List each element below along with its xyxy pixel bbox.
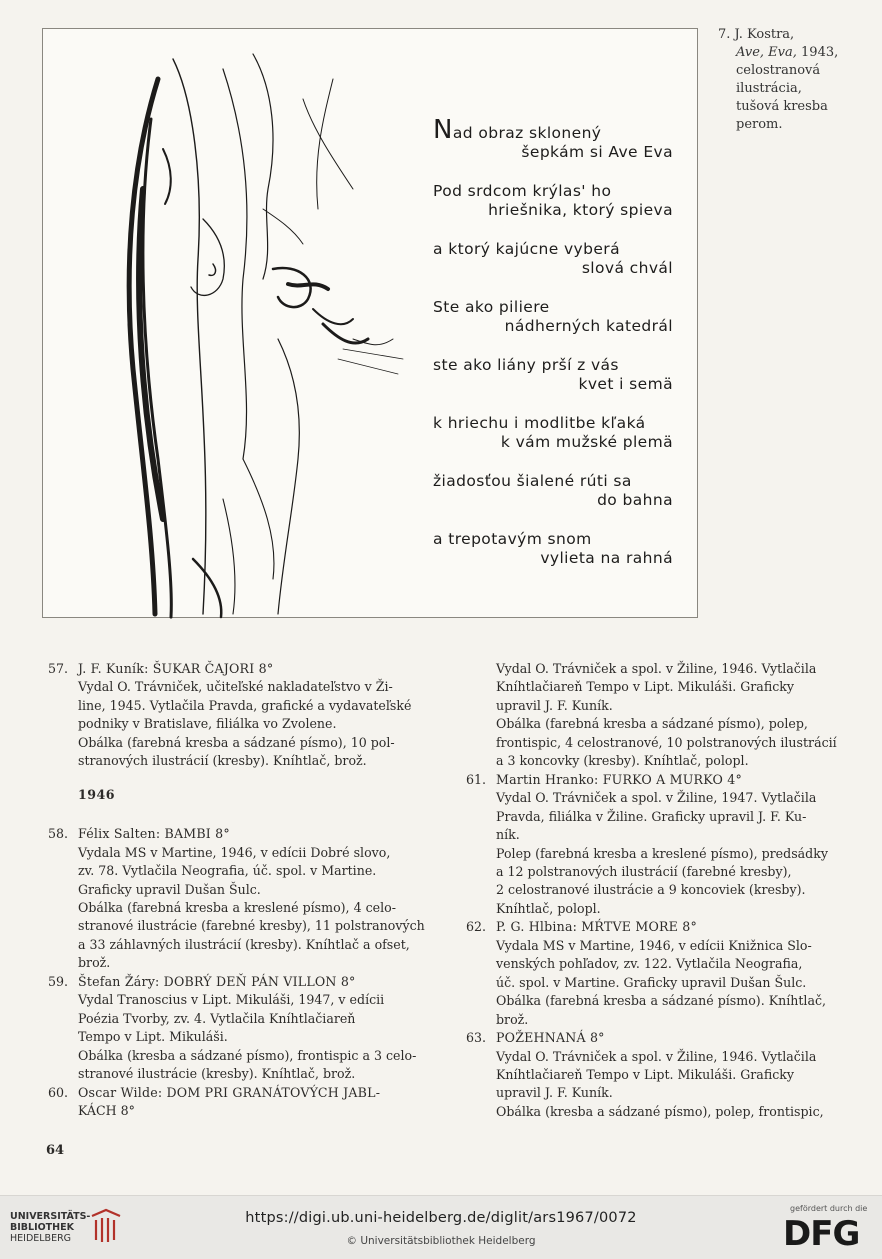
page-number: 64 <box>46 1143 65 1158</box>
entry-line: zv. 78. Vytlačila Neografia, úč. spol. v Martine. <box>78 863 377 879</box>
entry-line: line, 1945. Vytlačila Pravda, grafické a vydavateľské <box>78 697 412 713</box>
entry-line: Obálka (farebná kresba a sádzané písmo), 10 pol- <box>78 734 395 750</box>
entry-line: Polep (farebná kresba a kreslené písmo), predsádky <box>496 845 828 861</box>
caption-line: perom. <box>736 117 783 132</box>
catalog-entry-60 <box>48 1084 440 1121</box>
caption-title: Ave, Eva, <box>736 45 797 60</box>
poem-stanza <box>433 472 673 510</box>
catalog-entry-63 <box>466 1029 858 1121</box>
poem-stanza <box>433 115 673 162</box>
catalog-entry-58 <box>48 825 440 973</box>
copyright-notice: © Universitätsbibliothek Heidelberg <box>346 1235 536 1247</box>
poem-line: a ktorý kajúcne vyberá <box>433 240 620 258</box>
poem-ave-eva <box>433 115 673 588</box>
entry-line: Vydal O. Trávniček a spol. v Žiline, 1946. Vytlačila <box>496 1048 817 1064</box>
poem-stanza <box>433 240 673 278</box>
poem-line: nádherných katedrál <box>504 317 673 335</box>
entry-line: a 12 polstranových ilustrácií (farebné kresby), <box>496 863 792 879</box>
entry-heading: P. G. Hlbina: MŔTVE MORE 8° <box>496 919 697 935</box>
catalog-column-right <box>466 660 858 1121</box>
poem-stanza <box>433 356 673 394</box>
viewer-footer <box>0 1195 882 1259</box>
poem-stanza <box>433 530 673 568</box>
entry-line: Kníhtlač, polopl. <box>496 900 601 916</box>
poem-line: ste ako liány prší z vás <box>433 356 619 374</box>
library-name-line: HEIDELBERG <box>10 1233 72 1244</box>
entry-heading-cont: KÁCH 8° <box>78 1102 135 1118</box>
poem-stanza <box>433 298 673 336</box>
caption-line <box>718 44 858 62</box>
illustration-caption <box>718 26 858 134</box>
entry-heading: Štefan Žáry: DOBRÝ DEŇ PÁN VILLON 8° <box>78 973 356 989</box>
catalog-entry-60-cont <box>466 660 858 771</box>
poem-line: k vám mužské plemä <box>500 433 673 451</box>
entry-line: Obálka (farebná kresba a sádzané písmo), polep, <box>496 716 808 732</box>
poem-line: k hriechu i modlitbe kľaká <box>433 414 646 432</box>
entry-line: Tempo v Lipt. Mikuláši. <box>78 1029 228 1045</box>
entry-line: 2 celostranové ilustrácie a 9 koncoviek (kresby). <box>496 882 806 898</box>
poem-line: a trepotavým snom <box>433 530 592 548</box>
entry-heading: Félix Salten: BAMBI 8° <box>78 826 230 842</box>
entry-line: frontispic, 4 celostranové, 10 polstranových ilustrácií <box>496 734 837 750</box>
entry-line: Vydal O. Trávniček a spol. v Žiline, 1946. Vytlačila <box>496 661 817 676</box>
entry-number: 61. <box>466 771 487 787</box>
poem-line: žiadosťou šialené rúti sa <box>433 472 632 490</box>
entry-line: ník. <box>496 827 520 843</box>
illustration-plate <box>42 28 698 618</box>
caption-line: celostranová <box>736 63 821 78</box>
entry-heading: J. F. Kuník: ŠUKAR ČAJORI 8° <box>78 661 274 676</box>
entry-line: Kníhtlačiareň Tempo v Lipt. Mikuláši. Graficky <box>496 679 795 695</box>
entry-line: Vydal Tranoscius v Lipt. Mikuláši, 1947, v edícii <box>78 992 385 1008</box>
caption-line: 7. J. Kostra, <box>718 27 795 42</box>
caption-year: 1943, <box>801 45 839 60</box>
entry-line: venských pohľadov, zv. 122. Vytlačila Neografia, <box>496 956 803 972</box>
entry-line: stranové ilustrácie (kresby). Kníhtlač, brož. <box>78 1066 356 1082</box>
entry-line: upravil J. F. Kuník. <box>496 1085 613 1101</box>
dfg-logo[interactable]: DFG <box>783 1214 860 1254</box>
funding-note: gefördert durch die <box>790 1204 868 1213</box>
year-heading: 1946 <box>78 786 116 802</box>
entry-line: Vydal O. Trávniček a spol. v Žiline, 1947. Vytlačila <box>496 790 817 806</box>
poem-line: do bahna <box>597 491 673 509</box>
poem-line: Nad obraz sklonený <box>433 115 602 145</box>
catalog-entry-62 <box>466 918 858 1029</box>
entry-line: stranové ilustrácie (farebné kresby), 11 polstranových <box>78 918 425 934</box>
poem-line: Ste ako piliere <box>433 298 550 316</box>
entry-line: a 3 koncovky (kresby). Kníhtlač, polopl. <box>496 753 749 769</box>
library-name-line: BIBLIOTHEK <box>10 1222 74 1233</box>
caption-line: tušová kresba <box>736 99 828 114</box>
catalog-entry-61 <box>466 771 858 919</box>
poem-line: šepkám si Ave Eva <box>521 143 673 161</box>
entry-line: Vydala MS v Martine, 1946, v edícii Dobré slovo, <box>78 844 391 860</box>
entry-line: úč. spol. v Martine. Graficky upravil Dušan Šulc. <box>496 974 807 990</box>
poem-line: Pod srdcom krýlas' ho <box>433 182 612 200</box>
entry-line: stranových ilustrácií (kresby). Kníhtlač, brož. <box>78 753 367 769</box>
entry-line: Obálka (kresba a sádzané písmo), polep, frontispic, <box>496 1103 824 1119</box>
entry-line: upravil J. F. Kuník. <box>496 697 613 713</box>
entry-line: brož. <box>78 955 111 971</box>
entry-line: Pravda, filiálka v Žiline. Graficky upravil J. F. Ku- <box>496 808 807 824</box>
library-name-line: UNIVERSITÄTS- <box>10 1211 91 1222</box>
entry-heading: POŽEHNANÁ 8° <box>496 1030 605 1046</box>
catalog-column-left <box>48 660 440 1120</box>
entry-number: 62. <box>466 919 487 935</box>
catalog-entry-57 <box>48 660 440 771</box>
poem-line: vylieta na rahná <box>540 549 673 567</box>
entry-number: 58. <box>48 826 69 842</box>
entry-heading: Martin Hranko: FURKO A MURKO 4° <box>496 771 742 787</box>
entry-line: Vydal O. Trávniček, učiteľské nakladateľstvo v Ži- <box>78 679 393 695</box>
entry-number: 59. <box>48 973 69 989</box>
permalink-url[interactable]: https://digi.ub.uni-heidelberg.de/diglit/ars1967/0072 <box>245 1210 637 1226</box>
poem-line: hriešnika, ktorý spieva <box>488 201 673 219</box>
entry-line: a 33 záhlavných ilustrácií (kresby). Kníhtlač a ofset, <box>78 936 410 952</box>
entry-line: Kníhtlačiareň Tempo v Lipt. Mikuláši. Graficky <box>496 1066 795 1082</box>
poem-line: slová chvál <box>581 259 673 277</box>
entry-heading: Oscar Wilde: DOM PRI GRANÁTOVÝCH JABL- <box>78 1084 381 1100</box>
entry-number: 57. <box>48 661 69 676</box>
entry-line: podniky v Bratislave, filiálka vo Zvolene. <box>78 716 337 732</box>
poem-stanza <box>433 414 673 452</box>
entry-line: Graficky upravil Dušan Šulc. <box>78 881 261 897</box>
entry-line: Obálka (farebná kresba a kreslené písmo), 4 celo- <box>78 899 396 915</box>
entry-line: brož. <box>496 1011 529 1027</box>
ink-drawing-illustration <box>103 39 423 619</box>
poem-line: kvet i semä <box>578 375 673 393</box>
caption-line: ilustrácia, <box>736 81 802 96</box>
catalog-entry-59 <box>48 973 440 1084</box>
entry-number: 60. <box>48 1084 69 1100</box>
entry-number: 63. <box>466 1030 487 1046</box>
entry-line: Obálka (farebná kresba a sádzané písmo). Kníhtlač, <box>496 993 827 1009</box>
entry-line: Poézia Tvorby, zv. 4. Vytlačila Kníhtlačiareň <box>78 1010 356 1026</box>
entry-line: Vydala MS v Martine, 1946, v edícii Knižnica Slo- <box>496 937 812 953</box>
entry-line: Obálka (kresba a sádzané písmo), frontispic a 3 celo- <box>78 1047 417 1063</box>
poem-stanza <box>433 182 673 220</box>
